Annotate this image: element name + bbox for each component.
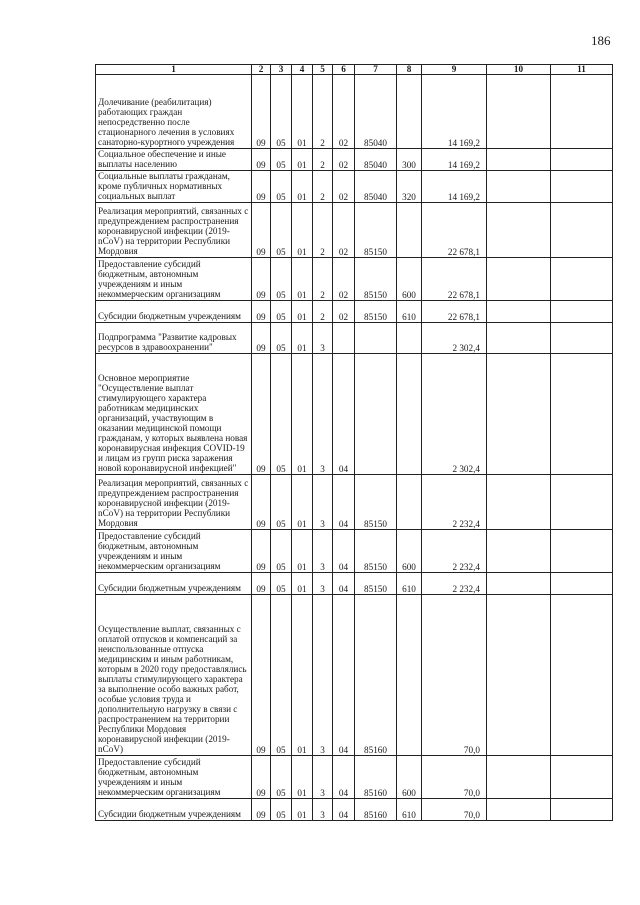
cell-col3: 05 [271, 75, 292, 149]
page-number: 186 [591, 33, 611, 48]
cell-col8 [397, 323, 422, 354]
cell-col8: 320 [397, 171, 422, 203]
cell-col5: 3 [313, 323, 333, 354]
cell-col5: 2 [313, 171, 333, 203]
cell-col2: 09 [252, 354, 271, 475]
cell-col11 [551, 75, 613, 149]
cell-col10 [487, 799, 551, 821]
cell-col3: 05 [271, 354, 292, 475]
header-cell: 11 [551, 65, 613, 75]
cell-col10 [487, 530, 551, 573]
table-row [96, 203, 613, 258]
cell-col11 [551, 595, 613, 756]
cell-col11 [551, 573, 613, 595]
cell-col9: 70,0 [422, 756, 487, 799]
cell-col2: 09 [252, 756, 271, 799]
cell-col5: 3 [313, 530, 333, 573]
cell-col6: 04 [333, 530, 355, 573]
cell-col7: 85160 [355, 756, 397, 799]
cell-col9: 70,0 [422, 595, 487, 756]
cell-col7: 85150 [355, 573, 397, 595]
cell-col10 [487, 595, 551, 756]
cell-col3: 05 [271, 258, 292, 301]
cell-col10 [487, 258, 551, 301]
cell-col4: 01 [292, 258, 313, 301]
table-row [96, 595, 613, 756]
cell-col4: 01 [292, 595, 313, 756]
cell-col9: 2 302,4 [422, 354, 487, 475]
row-name: Субсидии бюджетным учреждениям [96, 799, 252, 821]
cell-col8 [397, 203, 422, 258]
cell-col3: 05 [271, 756, 292, 799]
cell-col7: 85160 [355, 595, 397, 756]
table-row [96, 323, 613, 354]
cell-col6: 02 [333, 75, 355, 149]
table-row [96, 573, 613, 595]
table-row [96, 301, 613, 323]
cell-col4: 01 [292, 149, 313, 171]
cell-col5: 3 [313, 595, 333, 756]
cell-col3: 05 [271, 301, 292, 323]
cell-col6: 02 [333, 149, 355, 171]
cell-col11 [551, 323, 613, 354]
cell-col2: 09 [252, 258, 271, 301]
cell-col7 [355, 354, 397, 475]
cell-col2: 09 [252, 573, 271, 595]
cell-col4: 01 [292, 530, 313, 573]
cell-col2: 09 [252, 475, 271, 530]
cell-col10 [487, 75, 551, 149]
cell-col3: 05 [271, 530, 292, 573]
cell-col6: 04 [333, 475, 355, 530]
cell-col8: 600 [397, 530, 422, 573]
cell-col9: 70,0 [422, 799, 487, 821]
cell-col9: 2 232,4 [422, 530, 487, 573]
row-name: Предоставление субсидий бюджетным, автономным учреждениям и иным некоммерческим организациям [96, 258, 252, 301]
cell-col3: 05 [271, 323, 292, 354]
row-name: Реализация мероприятий, связанных с предупреждением распространения коронавирусной инфекции (2019-nCoV) на территории Республики Мордовия [96, 203, 252, 258]
cell-col11 [551, 301, 613, 323]
cell-col8: 600 [397, 756, 422, 799]
cell-col8: 600 [397, 258, 422, 301]
cell-col10 [487, 149, 551, 171]
row-name: Социальное обеспечение и иные выплаты населению [96, 149, 252, 171]
cell-col11 [551, 203, 613, 258]
cell-col4: 01 [292, 75, 313, 149]
cell-col8: 300 [397, 149, 422, 171]
cell-col7: 85040 [355, 149, 397, 171]
cell-col2: 09 [252, 301, 271, 323]
row-name: Подпрограмма "Развитие кадровых ресурсов в здравоохранении" [96, 323, 252, 354]
cell-col9: 22 678,1 [422, 301, 487, 323]
row-name: Социальные выплаты гражданам, кроме публичных нормативных социальных выплат [96, 171, 252, 203]
cell-col6: 02 [333, 258, 355, 301]
header-cell: 7 [355, 65, 397, 75]
row-name: Реализация мероприятий, связанных с предупреждением распространения коронавирусной инфекции (2019-nCoV) на территории Республики Мордовия [96, 475, 252, 530]
row-name: Предоставление субсидий бюджетным, автономным учреждениям и иным некоммерческим организациям [96, 756, 252, 799]
cell-col10 [487, 171, 551, 203]
row-name: Долечивание (реабилитация) работающих граждан непосредственно после стационарного лечения в условиях санаторно-курортного учреждения [96, 75, 252, 149]
cell-col6 [333, 323, 355, 354]
cell-col6: 04 [333, 799, 355, 821]
cell-col3: 05 [271, 595, 292, 756]
cell-col2: 09 [252, 323, 271, 354]
cell-col3: 05 [271, 573, 292, 595]
cell-col10 [487, 756, 551, 799]
cell-col2: 09 [252, 149, 271, 171]
cell-col8: 610 [397, 799, 422, 821]
cell-col7: 85150 [355, 530, 397, 573]
cell-col9: 2 232,4 [422, 573, 487, 595]
cell-col9: 2 302,4 [422, 323, 487, 354]
table-header [96, 65, 613, 75]
table-row [96, 475, 613, 530]
cell-col7: 85150 [355, 475, 397, 530]
table-body [96, 75, 613, 821]
cell-col11 [551, 530, 613, 573]
cell-col3: 05 [271, 799, 292, 821]
header-cell: 5 [313, 65, 333, 75]
cell-col4: 01 [292, 171, 313, 203]
cell-col4: 01 [292, 323, 313, 354]
cell-col6: 02 [333, 171, 355, 203]
cell-col5: 3 [313, 354, 333, 475]
table-row [96, 171, 613, 203]
cell-col5: 3 [313, 756, 333, 799]
cell-col4: 01 [292, 799, 313, 821]
cell-col2: 09 [252, 530, 271, 573]
cell-col5: 2 [313, 149, 333, 171]
cell-col9: 14 169,2 [422, 171, 487, 203]
cell-col8 [397, 354, 422, 475]
header-cell: 9 [422, 65, 487, 75]
cell-col5: 3 [313, 475, 333, 530]
header-cell: 8 [397, 65, 422, 75]
cell-col4: 01 [292, 756, 313, 799]
cell-col4: 01 [292, 475, 313, 530]
table-row [96, 530, 613, 573]
cell-col5: 2 [313, 75, 333, 149]
cell-col4: 01 [292, 203, 313, 258]
cell-col3: 05 [271, 171, 292, 203]
cell-col6: 04 [333, 573, 355, 595]
cell-col11 [551, 756, 613, 799]
cell-col5: 2 [313, 258, 333, 301]
cell-col10 [487, 301, 551, 323]
cell-col6: 04 [333, 756, 355, 799]
cell-col3: 05 [271, 475, 292, 530]
table-row [96, 258, 613, 301]
cell-col11 [551, 258, 613, 301]
cell-col10 [487, 323, 551, 354]
cell-col7: 85150 [355, 203, 397, 258]
row-name: Субсидии бюджетным учреждениям [96, 573, 252, 595]
table-row [96, 354, 613, 475]
cell-col5: 3 [313, 799, 333, 821]
cell-col10 [487, 354, 551, 475]
cell-col9: 22 678,1 [422, 203, 487, 258]
row-name: Основное мероприятие "Осуществление выплат стимулирующего характера работникам медицинских организаций, участвующим в оказании медицинской помощи гражданам, у которых выявлена новая коронавирусная инфекция COVID-19 и лицам из групп риска заражения новой коронавирусной инфекцией" [96, 354, 252, 475]
cell-col8 [397, 75, 422, 149]
cell-col5: 2 [313, 301, 333, 323]
cell-col6: 02 [333, 203, 355, 258]
header-cell: 1 [96, 65, 252, 75]
header-cell: 6 [333, 65, 355, 75]
table-row [96, 149, 613, 171]
cell-col10 [487, 573, 551, 595]
row-name: Субсидии бюджетным учреждениям [96, 301, 252, 323]
header-cell: 4 [292, 65, 313, 75]
table-row [96, 75, 613, 149]
cell-col4: 01 [292, 573, 313, 595]
cell-col9: 22 678,1 [422, 258, 487, 301]
cell-col7 [355, 323, 397, 354]
cell-col10 [487, 475, 551, 530]
table-row [96, 799, 613, 821]
cell-col7: 85040 [355, 171, 397, 203]
cell-col8: 610 [397, 301, 422, 323]
cell-col5: 2 [313, 203, 333, 258]
header-cell: 2 [252, 65, 271, 75]
cell-col9: 14 169,2 [422, 75, 487, 149]
budget-table [95, 64, 613, 821]
cell-col2: 09 [252, 595, 271, 756]
cell-col11 [551, 149, 613, 171]
cell-col8: 610 [397, 573, 422, 595]
header-row [96, 65, 613, 75]
cell-col9: 14 169,2 [422, 149, 487, 171]
cell-col7: 85150 [355, 301, 397, 323]
cell-col7: 85160 [355, 799, 397, 821]
cell-col2: 09 [252, 203, 271, 258]
cell-col7: 85150 [355, 258, 397, 301]
cell-col5: 3 [313, 573, 333, 595]
cell-col11 [551, 171, 613, 203]
cell-col11 [551, 799, 613, 821]
header-cell: 3 [271, 65, 292, 75]
cell-col11 [551, 475, 613, 530]
cell-col6: 04 [333, 354, 355, 475]
cell-col4: 01 [292, 301, 313, 323]
cell-col2: 09 [252, 171, 271, 203]
cell-col6: 02 [333, 301, 355, 323]
cell-col6: 04 [333, 595, 355, 756]
row-name: Предоставление субсидий бюджетным, автономным учреждениям и иным некоммерческим организациям [96, 530, 252, 573]
cell-col2: 09 [252, 75, 271, 149]
cell-col4: 01 [292, 354, 313, 475]
cell-col8 [397, 475, 422, 530]
cell-col3: 05 [271, 203, 292, 258]
cell-col7: 85040 [355, 75, 397, 149]
row-name: Осуществление выплат, связанных с оплатой отпусков и компенсаций за неиспользованные отпуска медицинским и иным работникам, которым в 2020 году предоставлялись выплаты стимулирующего характера за выполнение особо важных работ, особые условия труда и дополнительную нагрузку в связи с распространением на территории Республики Мордовия коронавирусной инфекции (2019-nCoV) [96, 595, 252, 756]
header-cell: 10 [487, 65, 551, 75]
cell-col9: 2 232,4 [422, 475, 487, 530]
cell-col3: 05 [271, 149, 292, 171]
table-row [96, 756, 613, 799]
cell-col2: 09 [252, 799, 271, 821]
cell-col11 [551, 354, 613, 475]
cell-col10 [487, 203, 551, 258]
cell-col8 [397, 595, 422, 756]
